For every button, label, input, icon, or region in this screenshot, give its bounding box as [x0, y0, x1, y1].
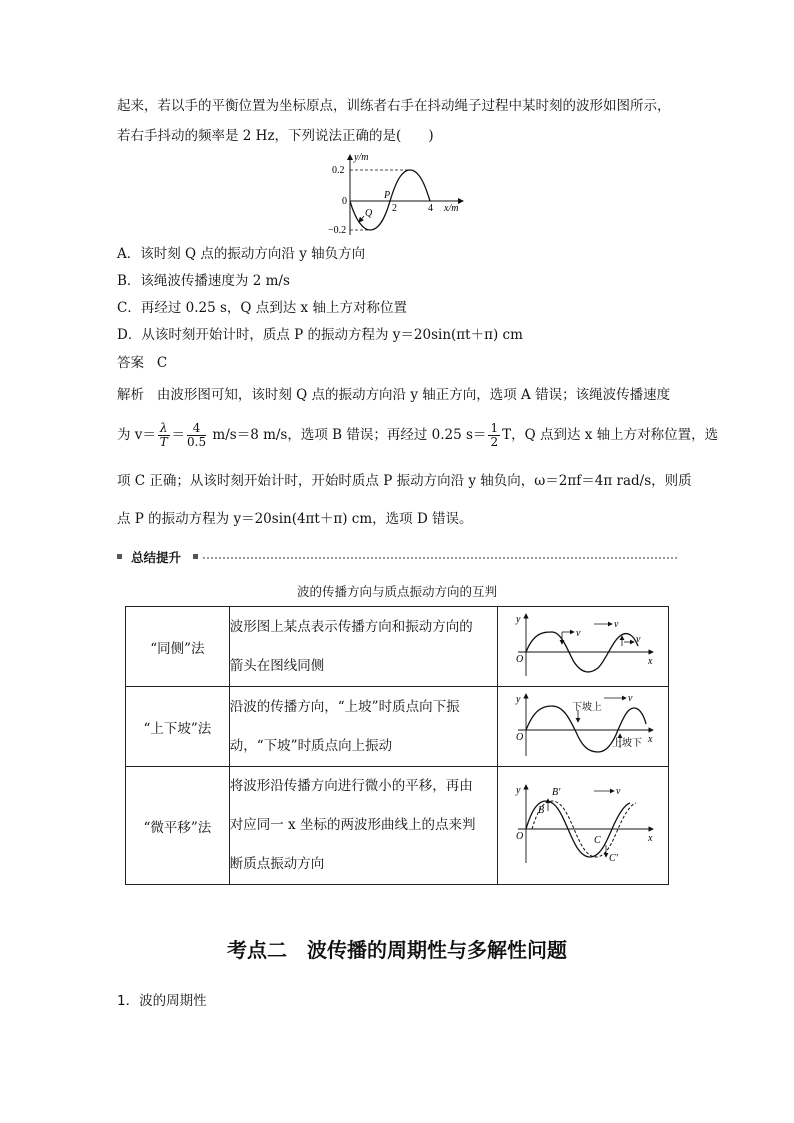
svg-text:C′: C′	[609, 852, 618, 864]
option-b: B．该绳波传播速度为 2 m/s	[117, 273, 290, 289]
method-desc: 沿波的传播方向，“上坡”时质点向下振 动，“下坡”时质点向上振动	[229, 687, 497, 767]
table-row	[126, 767, 669, 885]
svg-text:v: v	[616, 785, 621, 797]
svg-text:v: v	[614, 618, 619, 630]
fraction-4-over-05: $\frac{4}{0.5}$	[187, 421, 207, 449]
svg-text:y: y	[516, 784, 521, 796]
svg-text:B: B	[538, 804, 545, 816]
method-name: “同侧”法	[126, 607, 230, 687]
method-desc: 波形图上某点表示传播方向和振动方向的 箭头在图线同侧	[229, 607, 497, 687]
summary-header	[117, 548, 677, 568]
same-side-figure	[508, 610, 658, 680]
svg-text:O: O	[516, 830, 524, 842]
svg-text:v: v	[636, 633, 641, 645]
label-p: P	[384, 190, 391, 201]
answer-value: C	[156, 355, 168, 371]
method-name: “上下坡”法	[126, 687, 230, 767]
method-figure	[498, 607, 669, 687]
answer-label: 答案	[117, 355, 144, 371]
label-y: y/m	[354, 152, 369, 163]
method-figure	[498, 767, 669, 885]
analysis-line-1: 解析 由波形图可知，该时刻 Q 点的振动方向沿 y 轴正方向，选项 A 错误；该绳波传播速度	[117, 387, 671, 403]
table-row	[126, 607, 669, 687]
fraction-1-over-2: $\frac{1}{2}$	[490, 421, 499, 449]
svg-text:O: O	[516, 731, 524, 743]
svg-text:x: x	[648, 733, 653, 745]
answer-line	[117, 354, 167, 372]
methods-table	[125, 606, 669, 885]
svg-text:y: y	[516, 693, 521, 705]
option-c: C．再经过 0.25 s，Q 点到达 x 轴上方对称位置	[117, 300, 407, 316]
analysis-line-2: 为 v＝ $\frac{\lambda}{T}$ ＝ $\frac{4}{0.5}$ m/s＝8 m/s，选项 B 错误；再经过 0.25 s＝ $\frac{1}{2}$ T，Q 点到达 x 轴上方对称位置，选	[117, 421, 719, 449]
svg-text:下坡上: 下坡上	[572, 701, 603, 713]
label-origin: 0	[342, 196, 347, 207]
svg-text:v: v	[576, 627, 581, 639]
label-x: x/m	[444, 203, 459, 214]
section-title: 考点二 波传播的周期性与多解性问题	[227, 938, 567, 962]
svg-text:B′: B′	[552, 786, 561, 798]
method-figure	[498, 687, 669, 767]
slope-figure	[508, 690, 658, 760]
wave-figure	[328, 150, 478, 240]
svg-text:上坡下: 上坡下	[612, 737, 643, 749]
method-desc: 将波形沿传播方向进行微小的平移，再由 对应同一 x 坐标的两波形曲线上的点来判 断质点振动方向	[229, 767, 497, 885]
option-a: A．该时刻 Q 点的振动方向沿 y 轴负方向	[117, 246, 366, 262]
svg-text:v: v	[628, 692, 633, 704]
svg-text:x: x	[648, 832, 653, 844]
svg-text:C: C	[594, 834, 601, 846]
method-name: “微平移”法	[126, 767, 230, 885]
table-row	[126, 687, 669, 767]
question-line-2: 若右手抖动的频率是 2 Hz，下列说法正确的是( )	[117, 128, 434, 144]
shift-figure	[508, 779, 658, 869]
question-line-1: 起来，若以手的平衡位置为坐标原点，训练者右手在抖动绳子过程中某时刻的波形如图所示，	[117, 98, 671, 114]
table-title: 波的传播方向与质点振动方向的互判	[296, 584, 497, 599]
option-d: D．从该时刻开始计时，质点 P 的振动方程为 y＝20sin(πt＋π) cm	[117, 327, 523, 343]
label-q: Q	[365, 208, 373, 219]
svg-text:y: y	[516, 613, 521, 625]
label-y-top: 0.2	[332, 165, 345, 176]
label-y-bottom: −0.2	[328, 225, 347, 236]
svg-text:x: x	[648, 655, 653, 667]
analysis-line-4: 点 P 的振动方程为 y＝20sin(4πt＋π) cm，选项 D 错误。	[117, 511, 473, 527]
summary-label: 总结提升	[131, 550, 182, 565]
label-x4: 4	[428, 203, 433, 214]
svg-text:O: O	[516, 653, 524, 665]
analysis-line-3: 项 C 正确；从该时刻开始计时，开始时质点 P 振动方向沿 y 轴负向，ω＝2πf＝4π rad/s，则质	[117, 473, 692, 489]
analysis-label: 解析	[117, 387, 144, 403]
section-item-1: 1．波的周期性	[117, 993, 207, 1009]
summary-rule	[203, 557, 677, 559]
label-x2: 2	[392, 203, 397, 214]
fraction-lambda-over-t: $\frac{\lambda}{T}$	[159, 421, 168, 449]
